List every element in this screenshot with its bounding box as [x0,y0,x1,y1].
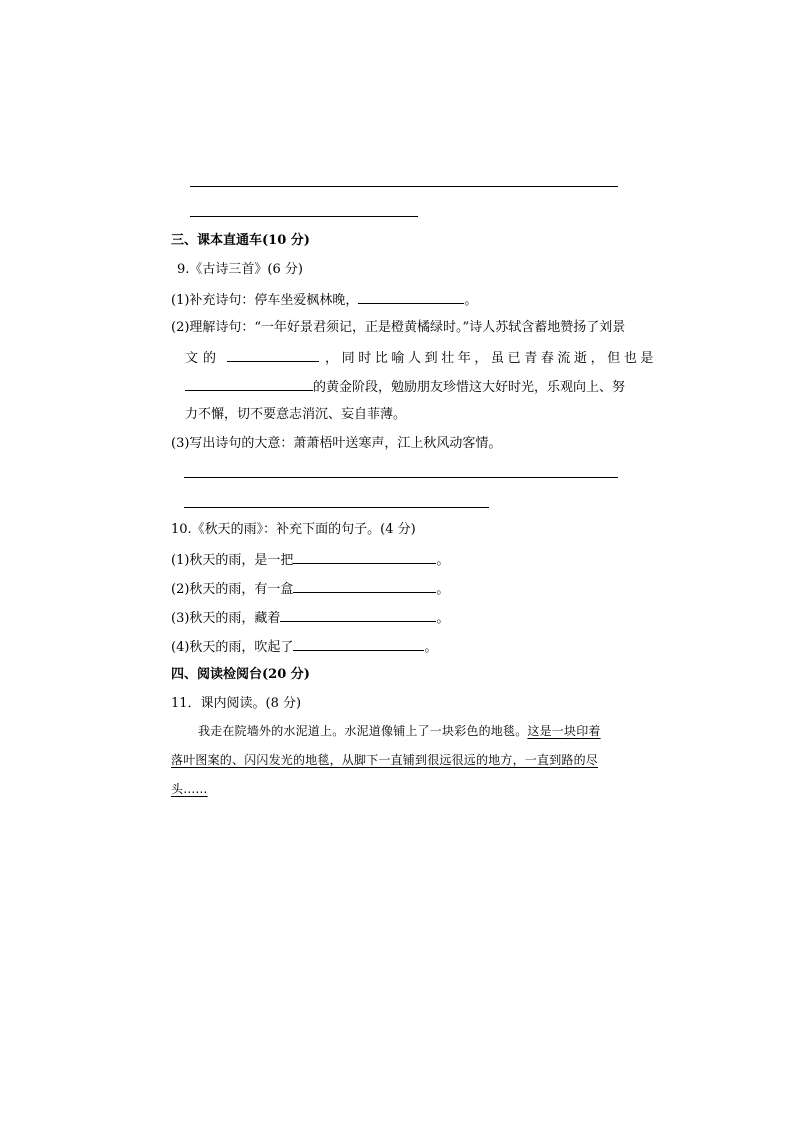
passage-underlined-text: 落叶图案的、闪闪发光的地毯，从脚下一直铺到很远很远的地方，一直到路的尽 [171,753,599,767]
item-suffix: 。 [436,553,450,568]
item-text: ，同时比喻人到壮年，虽已青春流逝，但也是 [325,351,658,366]
question-title: 9.《古诗三首》(6 分) [177,262,303,277]
fill-blank[interactable] [227,349,319,362]
passage-line [198,723,601,739]
fill-blank[interactable] [280,609,436,622]
fill-blank[interactable] [358,291,464,304]
question-item [171,609,449,627]
item-text: (3)秋天的雨，藏着 [171,611,281,626]
item-suffix: 。 [464,293,478,308]
answer-line[interactable] [184,507,489,508]
question-title: 10.《秋天的雨》：补充下面的句子。(4 分) [171,522,416,537]
item-suffix: 。 [424,640,438,655]
item-text: (1)秋天的雨，是一把 [171,553,294,568]
fill-blank[interactable] [293,580,436,593]
passage-underlined-text: 这是一块印着 [527,724,601,738]
fill-blank[interactable] [293,638,424,651]
question-item [171,291,477,309]
item-text: (4)秋天的雨，吹起了 [171,640,294,655]
item-text: (2)秋天的雨，有一盒 [171,582,294,597]
answer-line[interactable] [184,477,618,478]
question-item [171,551,449,569]
fill-blank[interactable] [293,551,436,564]
question-item: (3)写出诗句的大意：萧萧梧叶送寒声，江上秋风动客情。 [171,436,502,451]
question-item-line: 力不懈，切不要意志消沉、妄自菲薄。 [185,407,407,422]
passage-text: 我走在院墙外的水泥道上。水泥道像铺上了一块彩色的地毯。 [198,724,528,738]
item-text: 文的 [185,351,222,366]
item-text: 的黄金阶段，勉励朋友珍惜这大好时光，乐观向上、努 [313,380,626,395]
question-item-line [185,378,625,396]
item-text: (1)补充诗句：停车坐爱枫林晚， [171,293,359,308]
item-suffix: 。 [436,611,450,626]
question-item-line: (2)理解诗句：“一年好景君须记，正是橙黄橘绿时。”诗人苏轼含蓄地赞扬了刘景 [171,320,626,335]
question-item-line [185,349,658,367]
answer-line [190,216,418,217]
fill-blank[interactable] [185,378,313,391]
question-item [171,638,437,656]
question-title: 11．课内阅读。(8 分) [171,696,302,711]
item-suffix: 。 [436,582,450,597]
passage-underlined-text: 头…… [171,782,208,796]
section-heading: 三、课本直通车(10 分) [171,233,310,248]
section-heading: 四、阅读检阅台(20 分) [171,667,310,682]
question-item [171,580,449,598]
answer-line [190,186,618,187]
